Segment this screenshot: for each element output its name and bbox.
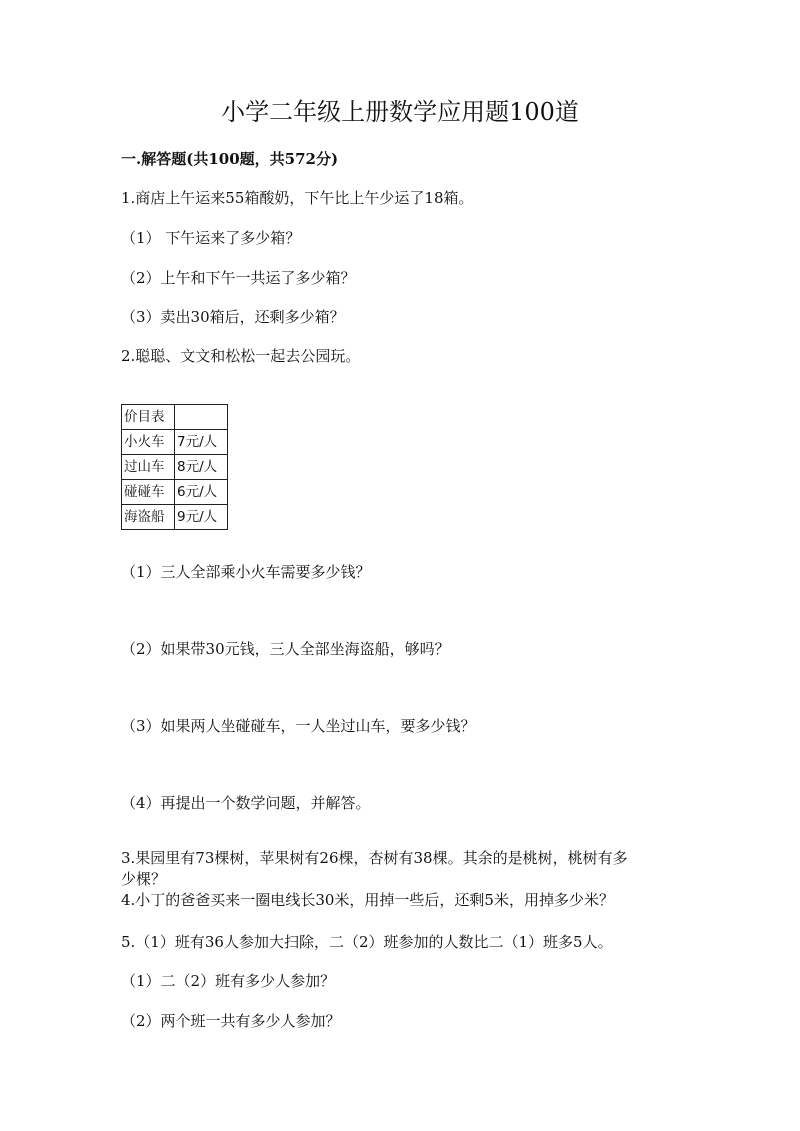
ride-price: 9元/人	[175, 505, 228, 530]
price-table-header-blank	[175, 405, 228, 430]
ride-price: 8元/人	[175, 455, 228, 480]
table-row	[122, 505, 228, 530]
question-3-line-2: 少棵？	[121, 870, 167, 888]
question-4-stem: 4.小丁的爸爸买来一圈电线长30米，用掉一些后，还剩5米，用掉多少米？	[121, 891, 614, 909]
question-1-stem: 1.商店上午运来55箱酸奶，下午比上午少运了18箱。	[121, 189, 474, 207]
ride-name: 海盗船	[122, 505, 175, 530]
ride-name: 小火车	[122, 430, 175, 455]
question-1-sub-3: （3）卖出30箱后，还剩多少箱？	[121, 308, 345, 326]
table-row	[122, 480, 228, 505]
question-5-stem: 5.（1）班有36人参加大扫除，二（2）班参加的人数比二（1）班多5人。	[121, 933, 613, 951]
table-row	[122, 405, 228, 430]
question-1-sub-1: （1） 下午运来了多少箱？	[121, 229, 301, 247]
question-5-sub-1: （1）二（2）班有多少人参加？	[121, 972, 336, 990]
question-2-sub-1: （1）三人全部乘小火车需要多少钱？	[121, 563, 371, 581]
page-title: 小学二年级上册数学应用题100道	[221, 98, 579, 126]
ride-price: 6元/人	[175, 480, 228, 505]
section-heading: 一.解答题(共100题，共572分)	[121, 150, 339, 168]
question-2-sub-2: （2）如果带30元钱，三人全部坐海盗船，够吗？	[121, 640, 450, 658]
question-3-line-1: 3.果园里有73棵树，苹果树有26棵，杏树有38棵。其余的是桃树，桃树有多	[121, 849, 628, 867]
table-row	[122, 455, 228, 480]
table-row	[122, 430, 228, 455]
price-table	[121, 404, 228, 530]
ride-name: 碰碰车	[122, 480, 175, 505]
question-5-sub-2: （2）两个班一共有多少人参加？	[121, 1012, 341, 1030]
question-2-sub-3: （3）如果两人坐碰碰车，一人坐过山车，要多少钱？	[121, 717, 476, 735]
question-2-sub-4: （4）再提出一个数学问题，并解答。	[121, 794, 371, 812]
ride-price: 7元/人	[175, 430, 228, 455]
price-table-header: 价目表	[122, 405, 175, 430]
ride-name: 过山车	[122, 455, 175, 480]
question-2-stem: 2.聪聪、文文和松松一起去公园玩。	[121, 347, 361, 365]
question-1-sub-2: （2）上午和下午一共运了多少箱？	[121, 269, 356, 287]
